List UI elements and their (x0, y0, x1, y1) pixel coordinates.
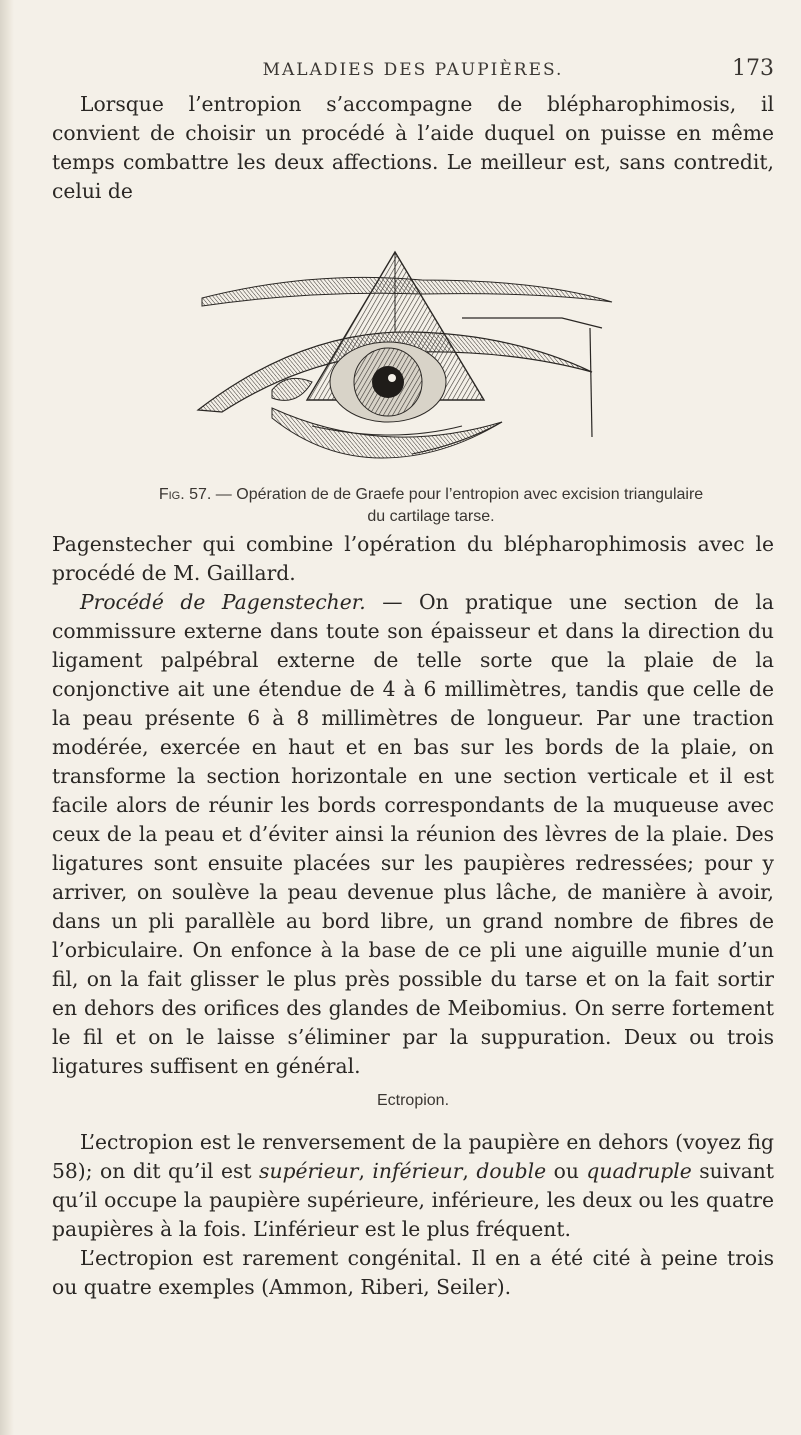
running-head (52, 56, 774, 90)
sep-3: ou (546, 1159, 587, 1183)
term-quadruple: quadruple (586, 1159, 692, 1183)
ectropion-definition-paragraph (52, 1128, 774, 1244)
page-number: 173 (732, 56, 774, 81)
intro-paragraph: Lorsque l’entropion s’accompagne de blépharophimosis, il convient de choisir un procédé à l’aide duquel on puisse en même temps combattre les deux affections. Le meilleur est, sans contredit, celui de (52, 92, 774, 203)
figure-caption-text: — Opération de de Graefe pour l’entropion avec excision triangulaire (215, 486, 704, 503)
procedure-paragraph (52, 588, 774, 1081)
figure-caption-line-2: du cartilage tarse. (367, 508, 495, 525)
page-binding-shadow (0, 0, 14, 1435)
book-page (52, 0, 774, 1435)
ectropion-text-2: suivant qu’il occupe la paupière supérieure, inférieure, les deux ou les quatre paupières à la fois. L’inférieur est le plus fréquent. (52, 1159, 774, 1241)
section-heading-ectropion: Ectropion. (376, 1092, 450, 1109)
term-inferieur: inférieur (372, 1159, 463, 1183)
term-superieur: supérieur (259, 1159, 359, 1183)
sep-1: , (358, 1159, 373, 1183)
ectropion-text-1: L’ectropion est le renversement de la paupière en dehors (voyez fig 58); on dit qu’il est (52, 1130, 774, 1183)
figure-caption (88, 484, 774, 528)
figure-caption-line-1 (88, 484, 774, 506)
congenital-paragraph: L’ectropion est rarement congénital. Il en a été cité à peine trois ou quatre exemples (Ammon, Riberi, Seiler). (52, 1246, 774, 1299)
procedure-text: — On pratique une section de la commissure externe dans toute son épaisseur et dans la direction du ligament palpébral externe de telle sorte que la plaie de la conjonctive ait une étendue de 4 à 6 millimètres, tandis que celle de la peau présente 6 à 8 millimètres de longueur. Par une traction modérée, exercée en haut et en bas sur les bords de la plaie, on transforme la section horizontale en une section verticale et il est facile alors de réunir les bords correspondants de la muqueuse avec ceux de la peau et d’éviter ainsi la réunion des lèvres de la plaie. Des ligatures sont ensuite placées sur les paupières redressées; pour y arriver, on soulève la peau devenue plus lâche, de manière à avoir, dans un pli parallèle au bord libre, un grand nombre de fibres de l’orbiculaire. On enfonce à la base de ce pli une aiguille munie d’un fil, on la fait glisser le plus près possible du tarse et on la fait sortir en dehors des orifices des glandes de Meibomius. On serre fortement le fil et on le laisse s’éliminer par la suppuration. Deux ou trois ligatures suffisent en général. (52, 590, 775, 1078)
figure-label: Fig. 57. (158, 486, 212, 503)
sep-2: , (462, 1159, 477, 1183)
procedure-title: Procédé de Pagenstecher. (80, 590, 366, 614)
running-head-title: MALADIES DES PAUPIÈRES. (262, 60, 564, 80)
pagenstecher-paragraph: Pagenstecher qui combine l’opération du blépharophimosis avec le procédé de M. Gaillard. (52, 532, 774, 585)
eye-surgery-illustration (162, 222, 662, 472)
term-double: double (476, 1159, 547, 1183)
